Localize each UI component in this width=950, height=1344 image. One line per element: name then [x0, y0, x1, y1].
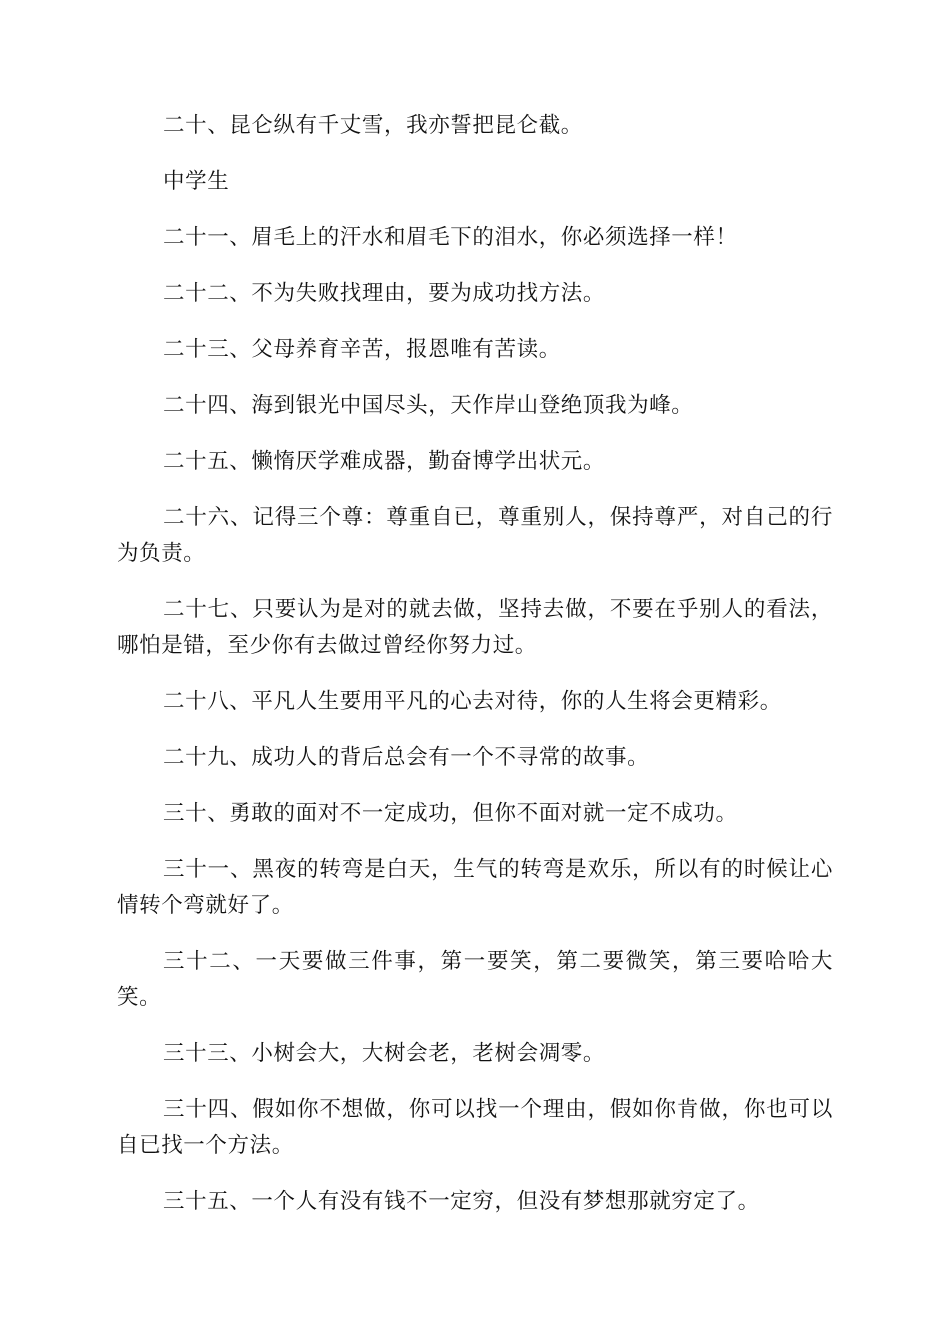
paragraph-33: 三十三、小树会大，大树会老，老树会凋零。: [163, 1041, 606, 1066]
paragraph-29: 二十九、成功人的背后总会有一个不寻常的故事。: [163, 745, 650, 770]
paragraph-27: 二十七、只要认为是对的就去做，坚持去做，不要在乎别人的看法，哪怕是错，至少你有去做过曾经你努力过。: [117, 597, 833, 658]
paragraph-28: 二十八、平凡人生要用平凡的心去对待，你的人生将会更精彩。: [163, 689, 782, 714]
paragraph-31: 三十一、黑夜的转弯是白天，生气的转弯是欢乐，所以有的时候让心情转个弯就好了。: [117, 857, 833, 918]
document-body: [117, 108, 833, 1240]
paragraph-34: 三十四、假如你不想做，你可以找一个理由，假如你肯做，你也可以自已找一个方法。: [117, 1097, 833, 1158]
paragraph-26: 二十六、记得三个尊：尊重自已，尊重别人，保持尊严，对自己的行为负责。: [117, 505, 833, 566]
paragraph-25: 二十五、懒惰厌学难成器，勤奋博学出状元。: [163, 449, 606, 474]
paragraph-32: 三十二、一天要做三件事，第一要笑，第二要微笑，第三要哈哈大笑。: [117, 949, 833, 1010]
section-heading-middle-school: 中学生: [163, 169, 230, 194]
paragraph-23: 二十三、父母养育辛苦，报恩唯有苦读。: [163, 337, 561, 362]
paragraph-35: 三十五、一个人有没有钱不一定穷，但没有梦想那就穷定了。: [163, 1189, 760, 1214]
paragraph-30: 三十、勇敢的面对不一定成功，但你不面对就一定不成功。: [163, 801, 738, 826]
paragraph-21: 二十一、眉毛上的汗水和眉毛下的泪水，你必须选择一样！: [163, 225, 738, 250]
paragraph-24: 二十四、海到银光中国尽头，天作岸山登绝顶我为峰。: [163, 393, 694, 418]
paragraph-20: 二十、昆仑纵有千丈雪，我亦誓把昆仑截。: [163, 113, 583, 138]
paragraph-22: 二十二、不为失败找理由，要为成功找方法。: [163, 281, 606, 306]
